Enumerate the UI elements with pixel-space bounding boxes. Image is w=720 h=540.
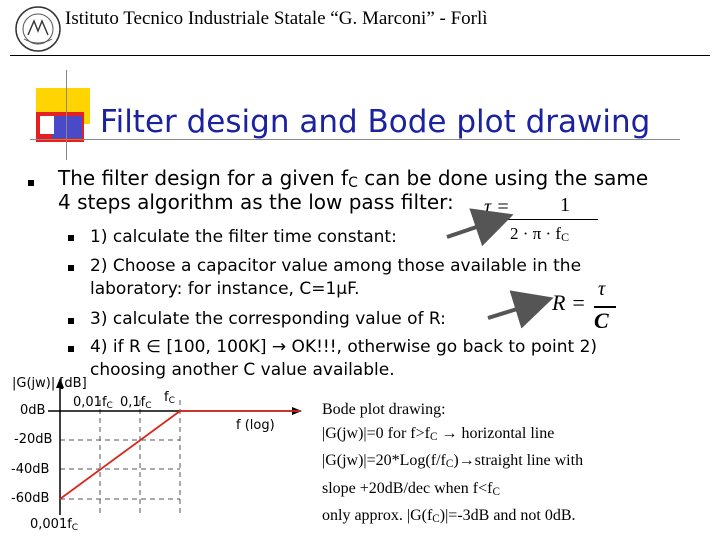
bode-plot [0,370,320,540]
arrow-to-r-formula [488,300,546,318]
formula-r-denominator: C [594,308,609,333]
plot-ytick-20db: -20dB [14,432,53,447]
formula-r-lhs: R = [552,290,586,315]
right-arrow-icon: → [441,424,458,442]
step-1-text: 1) calculate the filter time constant: [90,227,397,247]
intro-line-1: The filter design for a given $f_C$ can be done using the same [58,166,649,191]
formula-tau-lhs: τ = [484,196,510,218]
step-4-text-cont: choosing another C value available. [90,360,395,380]
formula-tau-denominator: $2 \cdot \pi \cdot f_C$ [510,224,570,244]
step-3-text: 3) calculate the corresponding value of R: [90,309,446,329]
bode-notes [322,398,583,532]
arrow-to-tau-formula [447,217,506,237]
plot-xtick-fc: $f_C$ [164,390,175,406]
step-2-text-cont: laboratory: for instance, C=1μF. [90,279,360,299]
plot-xtick-0001fc: $0,001f_C$ [30,517,79,533]
plot-xtick-01fc: $0,1f_C$ [120,395,152,411]
bode-note-line-2: |G(jw)|=0 for $f>f_C$ → horizontal line [322,424,555,443]
plot-ytick-60db: -60dB [11,491,50,506]
plot-grid [60,400,180,515]
bode-note-line-5: only approx. $|G(f_C)|=-3dB$ and not 0dB. [322,507,576,525]
plot-ytick-40db: -40dB [11,462,50,477]
slide-title: Filter design and Bode plot drawing [100,104,651,140]
plot-y-label: |G(jw)| [dB] [12,376,87,391]
plot-x-label: f (log) [236,418,275,433]
step-2-text: 2) Choose a capacitor value among those available in the [90,256,582,276]
header-title: Istituto Tecnico Industriale Statale “G. Marconi” - Forlì [65,8,488,29]
step-4-text: 4) if R ∈ [100, 100K] → OK!!!, otherwise go back to point 2) [90,337,598,357]
plot-slope-asymptote [60,411,180,499]
bode-note-line-1: Bode plot drawing: [322,401,446,418]
bode-note-line-3: $|G(jw)|=20*Log(f/f_C)\to straight$ line with [322,452,584,470]
plot-xtick-001fc: $0,01f_C$ [73,395,113,411]
plot-ytick-0db: 0dB [20,403,46,418]
formula-r-numerator: τ [598,278,606,300]
formula-tau-numerator: 1 [560,194,570,216]
bode-note-line-4: slope +20dB/dec when $f<f_C$ [322,479,500,498]
intro-line-2: 4 steps algorithm as the low pass filter: [58,190,454,214]
